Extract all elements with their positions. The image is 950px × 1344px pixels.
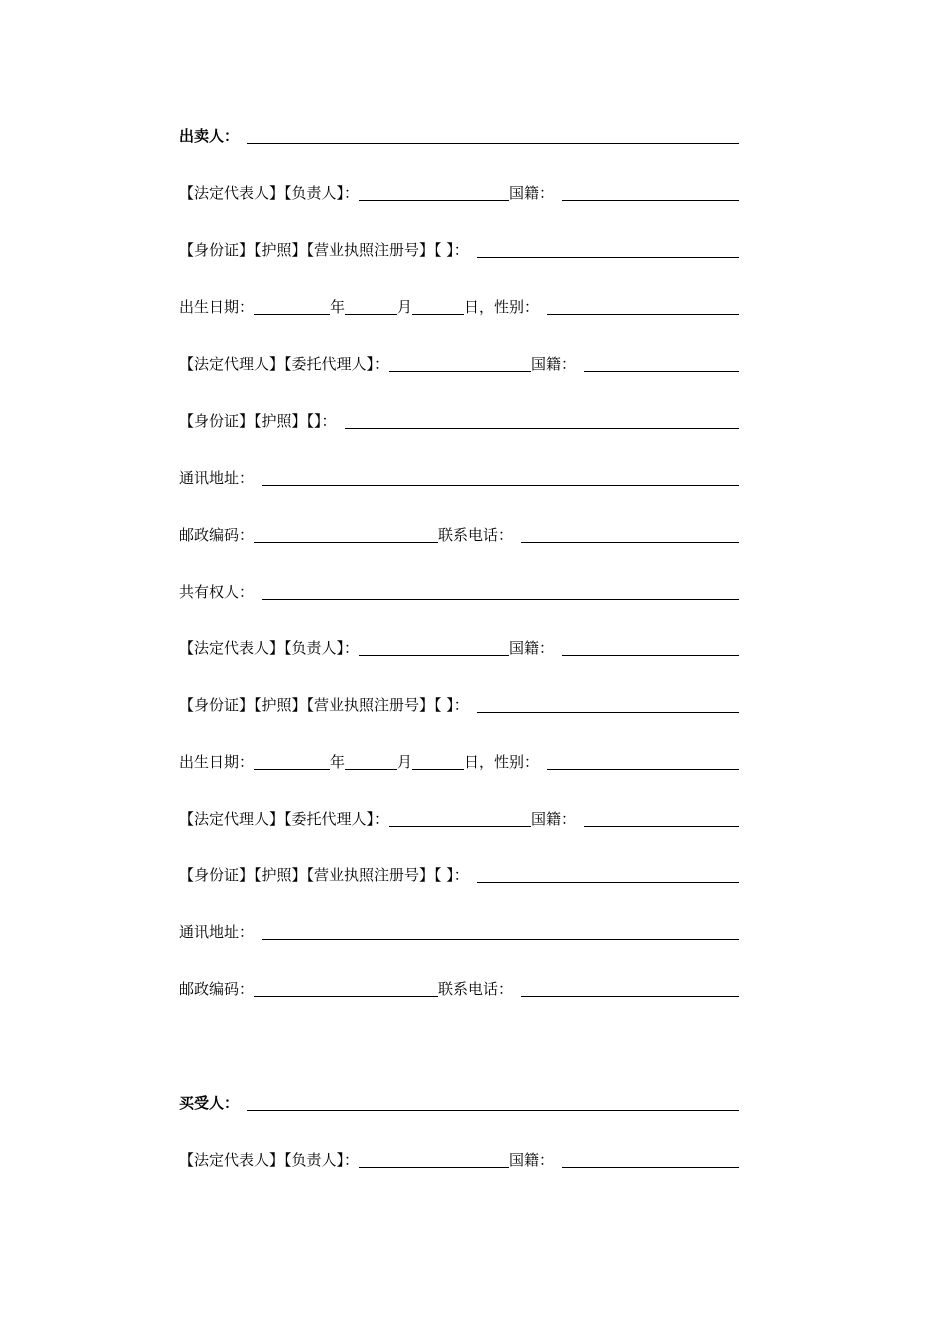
fill-in-blank[interactable]: [254, 542, 438, 543]
fill-in-blank[interactable]: [562, 1167, 739, 1168]
field-label: 【身份证】【护照】【营业执照注册号】【 】：: [179, 241, 469, 259]
fill-in-blank[interactable]: [359, 655, 509, 656]
field-label: 国籍：: [531, 355, 577, 373]
fill-in-blank[interactable]: [521, 542, 739, 543]
fill-in-blank[interactable]: [345, 314, 397, 315]
field-label: 【身份证】【护照】【营业执照注册号】【 】：: [179, 866, 469, 884]
form-row: [179, 523, 739, 547]
fill-in-blank[interactable]: [262, 485, 739, 486]
field-label: 国籍：: [509, 184, 555, 202]
field-label: 日，性别：: [464, 753, 540, 771]
field-label: 通讯地址：: [179, 923, 255, 941]
fill-in-blank[interactable]: [584, 826, 739, 827]
fill-in-blank[interactable]: [247, 143, 739, 144]
form-row: [179, 124, 739, 148]
fill-in-blank[interactable]: [262, 599, 739, 600]
fill-in-blank[interactable]: [477, 257, 739, 258]
field-label: 国籍：: [509, 639, 555, 657]
fill-in-blank[interactable]: [521, 996, 739, 997]
field-label: 国籍：: [509, 1151, 555, 1169]
field-label: 联系电话：: [438, 980, 514, 998]
form-row: [179, 920, 739, 944]
fill-in-blank[interactable]: [477, 882, 739, 883]
field-label: 月: [397, 298, 413, 316]
form-row: [179, 636, 739, 660]
field-label: 【身份证】【护照】【】：: [179, 412, 337, 430]
fill-in-blank[interactable]: [262, 939, 739, 940]
fill-in-blank[interactable]: [247, 1110, 739, 1111]
field-label: 年: [330, 753, 346, 771]
field-label: 联系电话：: [438, 526, 514, 544]
form-row: [179, 352, 739, 376]
form-row: [179, 693, 739, 717]
field-label: 【法定代表人】【负责人】：: [179, 639, 360, 657]
field-label: 邮政编码：: [179, 980, 255, 998]
field-label: 买受人：: [179, 1094, 240, 1112]
fill-in-blank[interactable]: [345, 428, 739, 429]
fill-in-blank[interactable]: [345, 769, 397, 770]
form-row: [179, 580, 739, 604]
fill-in-blank[interactable]: [477, 712, 739, 713]
form-row: [179, 750, 739, 774]
fill-in-blank[interactable]: [412, 314, 464, 315]
form-row: [179, 977, 739, 1001]
field-label: 【法定代表人】【负责人】：: [179, 1151, 360, 1169]
fill-in-blank[interactable]: [547, 314, 739, 315]
fill-in-blank[interactable]: [389, 826, 531, 827]
fill-in-blank[interactable]: [584, 371, 739, 372]
fill-in-blank[interactable]: [254, 996, 438, 997]
form-row: [179, 295, 739, 319]
form-row: [179, 466, 739, 490]
form-row: [179, 181, 739, 205]
field-label: 月: [397, 753, 413, 771]
fill-in-blank[interactable]: [562, 655, 739, 656]
field-label: 【法定代理人】【委托代理人】：: [179, 810, 390, 828]
field-label: 国籍：: [531, 810, 577, 828]
fill-in-blank[interactable]: [547, 769, 739, 770]
field-label: 出生日期：: [179, 298, 255, 316]
form-row: [179, 409, 739, 433]
field-label: 共有权人：: [179, 583, 255, 601]
fill-in-blank[interactable]: [412, 769, 464, 770]
field-label: 出生日期：: [179, 753, 255, 771]
form-row: [179, 1091, 739, 1115]
field-label: 【身份证】【护照】【营业执照注册号】【 】：: [179, 696, 469, 714]
field-label: 年: [330, 298, 346, 316]
fill-in-blank[interactable]: [389, 371, 531, 372]
field-label: 日，性别：: [464, 298, 540, 316]
fill-in-blank[interactable]: [562, 200, 739, 201]
fill-in-blank[interactable]: [359, 200, 509, 201]
form-row: [179, 1148, 739, 1172]
field-label: 邮政编码：: [179, 526, 255, 544]
field-label: 【法定代理人】【委托代理人】：: [179, 355, 390, 373]
fill-in-blank[interactable]: [254, 769, 330, 770]
form-row: [179, 238, 739, 262]
fill-in-blank[interactable]: [359, 1167, 509, 1168]
fill-in-blank[interactable]: [254, 314, 330, 315]
form-row: [179, 863, 739, 887]
field-label: 出卖人：: [179, 127, 240, 145]
field-label: 【法定代表人】【负责人】：: [179, 184, 360, 202]
form-row: [179, 807, 739, 831]
field-label: 通讯地址：: [179, 469, 255, 487]
